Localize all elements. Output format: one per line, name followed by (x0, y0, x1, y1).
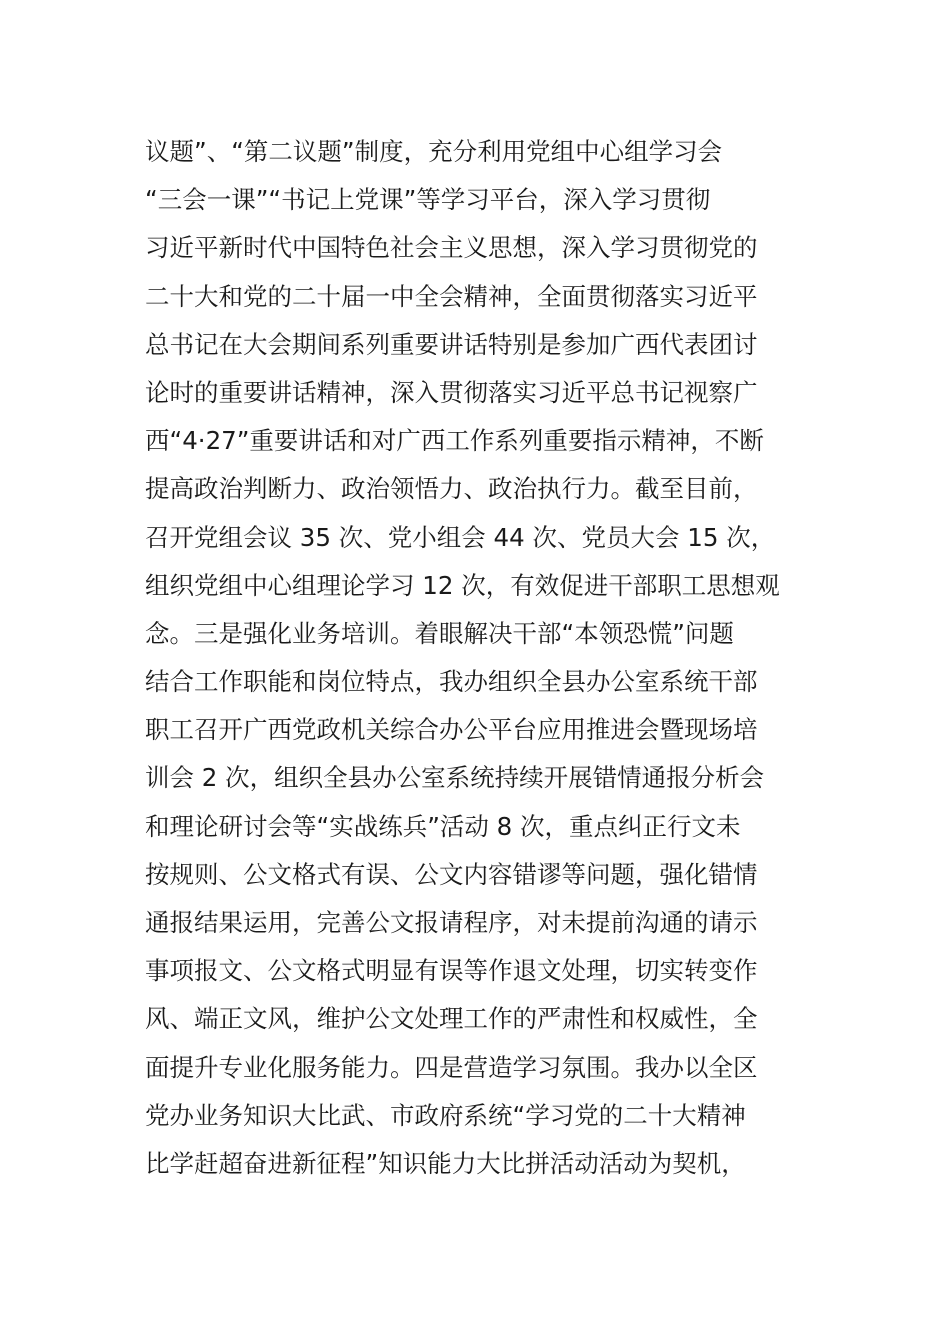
text-line: 和理论研讨会等“实战练兵”活动 8 次，重点纠正行文未 (145, 811, 741, 841)
text-line: 按规则、公文格式有误、公文内容错谬等问题，强化错情 (145, 859, 758, 889)
text-line: “三会一课”“书记上党课”等学习平台，深入学习贯彻 (145, 185, 711, 215)
text-line: 西“4·27”重要讲话和对广西工作系列重要指示精神，不断 (145, 426, 764, 456)
body-paragraph (145, 128, 810, 1188)
text-line: 党办业务知识大比武、市政府系统“学习党的二十大精神 (145, 1100, 746, 1130)
text-line: 召开党组会议 35 次、党小组会 44 次、党员大会 15 次， (145, 522, 776, 552)
text-line: 职工召开广西党政机关综合办公平台应用推进会暨现场培 (145, 715, 758, 745)
text-line: 提高政治判断力、政治领悟力、政治执行力。截至目前， (145, 474, 758, 504)
text-line: 二十大和党的二十届一中全会精神，全面贯彻落实习近平 (145, 281, 758, 311)
text-line: 念。三是强化业务培训。着眼解决干部“本领恐慌”问题 (145, 618, 734, 648)
text-line: 事项报文、公文格式明显有误等作退文处理，切实转变作 (145, 956, 758, 986)
text-line: 总书记在大会期间系列重要讲话特别是参加广西代表团讨 (145, 329, 758, 359)
text-line: 面提升专业化服务能力。四是营造学习氛围。我办以全区 (145, 1052, 758, 1082)
text-line: 论时的重要讲话精神，深入贯彻落实习近平总书记视察广 (145, 377, 758, 407)
text-line: 风、端正文风，维护公文处理工作的严肃性和权威性，全 (145, 1004, 758, 1034)
text-line: 议题”、“第二议题”制度，充分利用党组中心组学习会 (145, 137, 723, 166)
text-line: 习近平新时代中国特色社会主义思想，深入学习贯彻党的 (145, 233, 758, 263)
text-line: 结合工作职能和岗位特点，我办组织全县办公室系统干部 (145, 667, 758, 697)
text-line: 通报结果运用，完善公文报请程序，对未提前沟通的请示 (145, 908, 758, 937)
text-line: 训会 2 次，组织全县办公室系统持续开展错情通报分析会 (145, 763, 765, 793)
text-line: 组织党组中心组理论学习 12 次，有效促进干部职工思想观 (145, 570, 780, 600)
text-line: 比学赶超奋进新征程”知识能力大比拼活动活动为契机， (145, 1148, 746, 1178)
